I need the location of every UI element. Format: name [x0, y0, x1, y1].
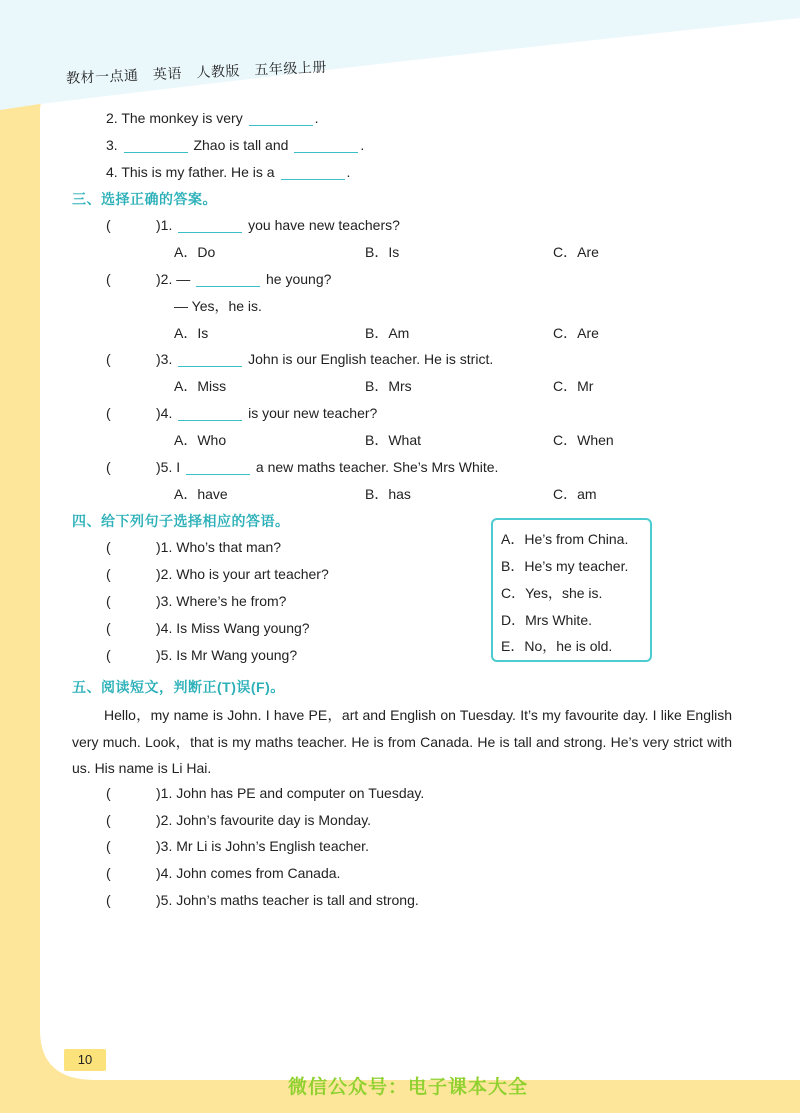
answer-choice-c: C．Yes，she is. [501, 585, 603, 601]
s3-q4-option-a: A．Who [174, 432, 227, 448]
answer-blank[interactable] [186, 460, 250, 475]
s3-question-2: ( )2. — he young? [106, 271, 332, 287]
header-title: 教材一点通 英语 人教版 五年级上册 [65, 58, 328, 86]
answer-blank[interactable] [124, 138, 188, 153]
fill-in-q3: 3. Zhao is tall and . [106, 137, 365, 153]
s3-q2-reply: — Yes，he is. [174, 298, 262, 314]
s3-q4-option-b: B．What [365, 432, 422, 448]
s4-question-2: ( )2. Who is your art teacher? [106, 566, 329, 582]
section3-title: 三、选择正确的答案。 [72, 191, 217, 207]
answer-blank[interactable] [196, 272, 260, 287]
s3-q5-option-a: A．have [174, 486, 228, 502]
watermark: 微信公众号：电子课本大全 [288, 1077, 529, 1098]
answer-choice-a: A．He’s from China. [501, 531, 629, 547]
s5-question-4: ( )4. John comes from Canada. [106, 865, 341, 881]
s4-question-5: ( )5. Is Mr Wang young? [106, 647, 298, 663]
s3-q2-option-a: A．Is [174, 325, 209, 341]
section5-title: 五、阅读短文，判断正(T)误(F)。 [72, 679, 285, 695]
s3-question-4: ( )4. is your new teacher? [106, 405, 378, 421]
s3-question-1: ( )1. you have new teachers? [106, 217, 400, 233]
fill-in-q4: 4. This is my father. He is a . [106, 164, 351, 180]
s3-q2-option-b: B．Am [365, 325, 410, 341]
s3-q1-option-c: C．Are [553, 244, 599, 260]
fill-in-q2: 2. The monkey is very . [106, 110, 319, 126]
s3-question-3: ( )3. John is our English teacher. He is strict. [106, 351, 494, 367]
answer-blank[interactable] [178, 352, 242, 367]
answer-blank[interactable] [281, 165, 345, 180]
s5-question-2: ( )2. John’s favourite day is Monday. [106, 812, 372, 828]
section4-title: 四、给下列句子选择相应的答语。 [72, 513, 290, 529]
s3-q3-option-a: A．Miss [174, 378, 227, 394]
s5-question-3: ( )3. Mr Li is John’s English teacher. [106, 838, 369, 854]
answer-choice-b: B．He’s my teacher. [501, 558, 629, 574]
answer-choices-box [491, 518, 652, 662]
s3-q5-option-b: B．has [365, 486, 411, 502]
s3-q3-option-c: C．Mr [553, 378, 594, 394]
reading-passage: Hello，my name is John. I have PE，art and English on Tuesday. It’s my favourite day. I like English very much. Look，that is my maths teacher. He is from Canada. He is tall and strong. He’s very strict with us. His name is Li Hai. [72, 707, 732, 776]
s4-question-3: ( )3. Where’s he from? [106, 593, 287, 609]
answer-blank[interactable] [178, 218, 242, 233]
answer-blank[interactable] [178, 406, 242, 421]
s4-question-4: ( )4. Is Miss Wang young? [106, 620, 310, 636]
s3-q1-option-b: B．Is [365, 244, 400, 260]
s3-q4-option-c: C．When [553, 432, 614, 448]
s3-q1-option-a: A．Do [174, 244, 216, 260]
s5-question-1: ( )1. John has PE and computer on Tuesday. [106, 785, 425, 801]
s3-q2-option-c: C．Are [553, 325, 599, 341]
s3-question-5: ( )5. I a new maths teacher. She’s Mrs White. [106, 459, 499, 475]
s5-question-5: ( )5. John’s maths teacher is tall and strong. [106, 892, 419, 908]
answer-choice-d: D．Mrs White. [501, 612, 592, 628]
answer-blank[interactable] [249, 111, 313, 126]
page-number: 10 [64, 1049, 106, 1071]
s3-q5-option-c: C．am [553, 486, 597, 502]
answer-choice-e: E．No，he is old. [501, 638, 613, 654]
answer-blank[interactable] [294, 138, 358, 153]
s3-q3-option-b: B．Mrs [365, 378, 412, 394]
s4-question-1: ( )1. Who’s that man? [106, 539, 282, 555]
